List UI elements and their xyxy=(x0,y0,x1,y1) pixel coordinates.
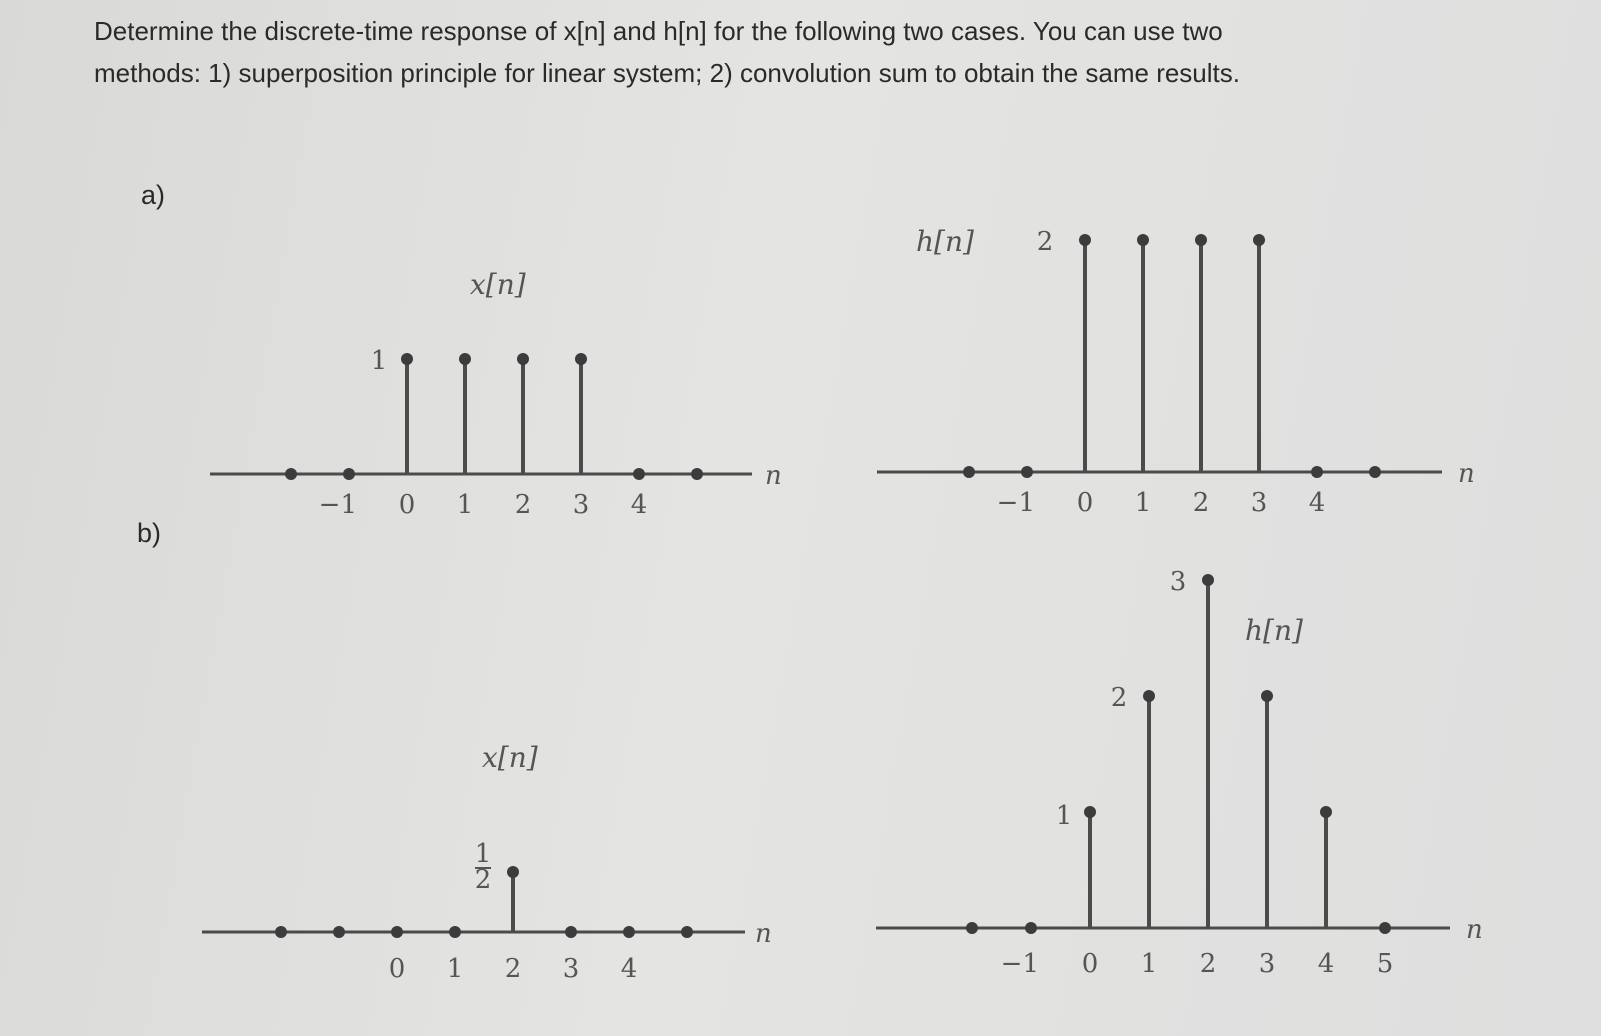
plot4-sample-dot xyxy=(1025,922,1037,934)
plot1-sample-dot xyxy=(459,353,471,365)
plot3-signal-title: x[n] xyxy=(482,741,538,774)
plot2-sample-dot xyxy=(1021,466,1033,478)
plot4-sample-dot xyxy=(966,922,978,934)
plot3-tick-label: 2 xyxy=(504,954,522,984)
plot4-sample-dot xyxy=(1143,690,1155,702)
plot2-sample-dot xyxy=(1311,466,1323,478)
plot1-sample-dot xyxy=(343,468,355,480)
plot1-sample-dot xyxy=(575,353,587,365)
plot4-tick-label: 5 xyxy=(1376,949,1394,979)
plot2-tick-label: 0 xyxy=(1076,488,1094,518)
plot4-tick-label: −1 xyxy=(1000,949,1039,979)
plot3-sample-dot xyxy=(275,926,287,938)
plot1-sample-dot xyxy=(633,468,645,480)
plot4-tick-label: 3 xyxy=(1258,949,1276,979)
plot4-value-label: 2 xyxy=(1110,683,1128,713)
plot4-sample-dot xyxy=(1320,806,1332,818)
plot2-value-label: 2 xyxy=(1036,227,1054,257)
plot4-tick-label: 0 xyxy=(1081,949,1099,979)
plot2-signal-title: h[n] xyxy=(916,225,974,258)
plot1-tick-label: 4 xyxy=(630,490,648,520)
plot3-tick-label: 3 xyxy=(562,954,580,984)
plot3-tick-label: 1 xyxy=(446,954,464,984)
plot2-sample-dot xyxy=(963,466,975,478)
plot1-tick-label: 3 xyxy=(572,490,590,520)
plot4-sample-dot xyxy=(1379,922,1391,934)
plot3-sample-dot xyxy=(507,866,519,878)
plot3-sample-dot xyxy=(449,926,461,938)
plot1-tick-label: 2 xyxy=(514,490,532,520)
problem-line-2: methods: 1) superposition principle for linear system; 2) convolution sum to obtain the same results. xyxy=(94,58,1240,88)
plot2-sample-dot xyxy=(1369,466,1381,478)
plot1-tick-label: −1 xyxy=(318,490,357,520)
plot1-n-axis-label: n xyxy=(765,461,782,491)
plot4-sample-dot xyxy=(1202,574,1214,586)
plot1-value-label: 1 xyxy=(370,346,388,376)
plot4-signal-title: h[n] xyxy=(1245,614,1303,647)
plot2-n-axis-label: n xyxy=(1458,459,1475,489)
plot2-sample-dot xyxy=(1195,234,1207,246)
case-b-label: b) xyxy=(137,518,162,548)
plot2-sample-dot xyxy=(1137,234,1149,246)
plot1-sample-dot xyxy=(517,353,529,365)
plot4-n-axis-label: n xyxy=(1466,915,1483,945)
plot4-sample-dot xyxy=(1261,690,1273,702)
case-a-label: a) xyxy=(141,180,166,210)
plot2-sample-dot xyxy=(1079,234,1091,246)
plot1-sample-dot xyxy=(691,468,703,480)
plot3-sample-dot xyxy=(681,926,693,938)
plot1-sample-dot xyxy=(285,468,297,480)
plot3-n-axis-label: n xyxy=(755,919,772,949)
problem-line-1: Determine the discrete-time response of x[n] and h[n] for the following two cases. You can use two xyxy=(94,16,1223,46)
plot1-sample-dot xyxy=(401,353,413,365)
plot3-sample-dot xyxy=(565,926,577,938)
plot1-tick-label: 0 xyxy=(398,490,416,520)
plot2-sample-dot xyxy=(1253,234,1265,246)
plot3-value-label-denominator: 2 xyxy=(474,865,492,895)
plot2-tick-label: −1 xyxy=(996,488,1035,518)
plot4-value-label: 3 xyxy=(1169,567,1187,597)
plot4-tick-label: 2 xyxy=(1199,949,1217,979)
plot3-value-label-numerator: 1 xyxy=(474,839,492,869)
plot2-tick-label: 2 xyxy=(1192,488,1210,518)
plot2-tick-label: 3 xyxy=(1250,488,1268,518)
plot3-sample-dot xyxy=(623,926,635,938)
plot4-sample-dot xyxy=(1084,806,1096,818)
plot3-tick-label: 0 xyxy=(388,954,406,984)
plot2-tick-label: 1 xyxy=(1134,488,1152,518)
plot3-sample-dot xyxy=(333,926,345,938)
plot2-tick-label: 4 xyxy=(1308,488,1326,518)
plot4-tick-label: 4 xyxy=(1317,949,1335,979)
plot1-signal-title: x[n] xyxy=(470,268,526,301)
plot4-tick-label: 1 xyxy=(1140,949,1158,979)
plot3-sample-dot xyxy=(391,926,403,938)
plot1-tick-label: 1 xyxy=(456,490,474,520)
plot3-tick-label: 4 xyxy=(620,954,638,984)
plot4-value-label: 1 xyxy=(1055,801,1073,831)
